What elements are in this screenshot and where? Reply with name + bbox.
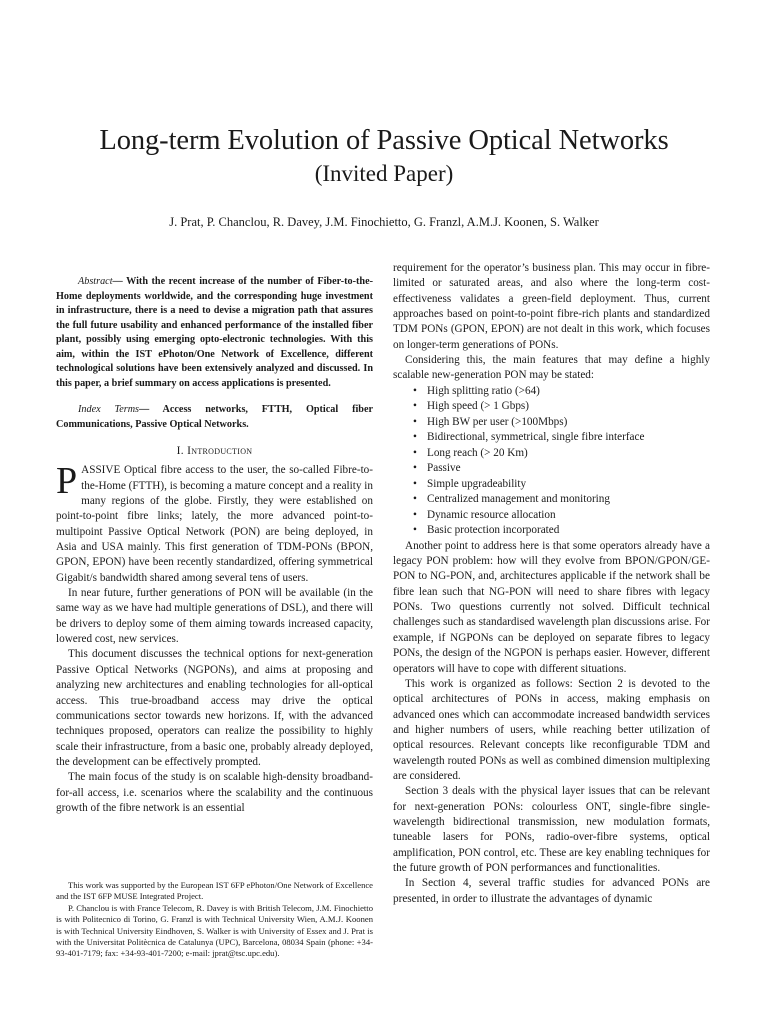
left-column bbox=[56, 275, 373, 816]
paper-subtitle: (Invited Paper) bbox=[314, 161, 454, 186]
abstract-text: With the recent increase of the number of Fiber-to-the-Home deployments worldwide, and the corresponding huge investment in infrastructure, there is a need to devise a migration path that assures the full future usability and enhanced performance of the installed fiber plant, possibly using emerging opto-electronic technologies. With this aim, within the IST ePhoton/One Network of Excellence, different technological solutions have been extensively analyzed and discussed. In this paper, a brief summary on access applications is presented. bbox=[56, 276, 373, 389]
abstract-label: Abstract bbox=[78, 276, 113, 287]
footnote bbox=[56, 880, 373, 960]
feature-item: • Long reach (> 20 Km) bbox=[427, 446, 710, 462]
right-paragraph-2: Considering this, the main features that may define a highly scalable new-generation PON may be stated: bbox=[393, 354, 710, 382]
feature-item: • Basic protection incorporated bbox=[427, 523, 710, 539]
section-number: I. bbox=[176, 445, 188, 457]
right-paragraph-5: Section 3 deals with the physical layer issues that can be relevant for next-generation PONs: colourless ONT, single-fibre single-wavelength bidirectional transmission, new modulation formats, tuneable lasers for PONs, radio-over-fibre systems, optical amplification, PON control, etc. These are key enabling techniques for the future growth of PON performances and functionalities. bbox=[393, 785, 710, 874]
feature-item: • Simple upgradeability bbox=[427, 477, 710, 493]
footnote-funding: This work was supported by the European IST 6FP ePhoton/One Network of Excellence and the IST 6FP MUSE Integrated Project. bbox=[56, 880, 373, 902]
intro-paragraph-2: In near future, further generations of PON will be available (in the same way as we have had multiple generations of DSL), and there will be drivers to deploy some of them aiming towards increased capacity, lowered cost, new services. bbox=[56, 587, 373, 646]
feature-item: • High speed (> 1 Gbps) bbox=[427, 399, 710, 415]
intro-paragraph-1 bbox=[56, 460, 373, 586]
drop-cap: P bbox=[56, 460, 78, 503]
index-terms-label: Index Terms bbox=[78, 404, 140, 415]
feature-item: • Bidirectional, symmetrical, single fibre interface bbox=[427, 430, 710, 446]
feature-item: • High BW per user (>100Mbps) bbox=[427, 415, 710, 431]
abstract-dash: — bbox=[112, 276, 127, 287]
right-paragraph-3: Another point to address here is that some operators already have a legacy PON problem: how will they evolve from BPON/GPON/GE-PON to NG-PON, and, architectures applicable if the network shall be fibre lean such that NG-PON will need to share fibres with legacy PONs. Two questions currently not solved. Difficult technical challenges such as standardised wavelength plan discussions arise. For example, if NGPONs can be deployed on separate fibres to legacy PONs, the design of the NGPON is perhaps easier. However, different operators will have to cope with different situations. bbox=[393, 539, 710, 675]
section-heading-introduction bbox=[56, 444, 373, 459]
feature-item: • Dynamic resource allocation bbox=[427, 508, 710, 524]
author-list: J. Prat, P. Chanclou, R. Davey, J.M. Finochietto, G. Franzl, A.M.J. Koonen, S. Walker bbox=[169, 215, 599, 229]
feature-item: • Passive bbox=[427, 461, 710, 477]
abstract bbox=[56, 275, 373, 391]
feature-item: • Centralized management and monitoring bbox=[427, 492, 710, 508]
feature-list bbox=[393, 384, 710, 539]
index-terms-text: Access networks, FTTH, Optical fiber Communications, Passive Optical Networks. bbox=[56, 404, 373, 430]
intro-paragraph-3: This document discusses the technical options for next-generation Passive Optical Networks (NGPONs), and aims at proposing and analyzing new architectures and enabling technologies for all-optical access. This true-broadband access may drive the optical communications sector towards new horizons. If, with the advanced techniques proposed, operators can realize the possibility to highly scale their infrastructure, from a basic one, probably already deployed, the development can be effectively prompted. bbox=[56, 648, 373, 768]
index-terms bbox=[56, 403, 373, 432]
footnote-affiliations: P. Chanclou is with France Telecom, R. Davey is with British Telecom, J.M. Finochietto is with Politecnico di Torino, G. Franzl is with Technical University Wien, A.M.J. Koonen is with Technical University Eindhoven, S. Walker is with University of Essex and J. Prat is with the Universitat Politècnica de Catalunya (UPC), Barcelona, 08034 Spain (phone: +34-93-401-7179; fax: +34-93-401-7200; e-mail: jprat@tsc.upc.edu). bbox=[56, 902, 373, 959]
feature-item: • High splitting ratio (>64) bbox=[427, 384, 710, 400]
right-column bbox=[393, 261, 710, 907]
index-terms-dash: — bbox=[139, 404, 163, 415]
section-title: Introduction bbox=[187, 445, 253, 457]
right-paragraph-6: In Section 4, several traffic studies for advanced PONs are presented, in order to illustrate the advantages of dynamic bbox=[393, 877, 710, 905]
intro-paragraph-4: The main focus of the study is on scalable high-density broadband-for-all access, i.e. scenarios where the scalability and the continuous growth of the fibre network is an essential bbox=[56, 771, 373, 814]
paper-title: Long-term Evolution of Passive Optical Networks bbox=[99, 125, 669, 156]
right-paragraph-4: This work is organized as follows: Section 2 is devoted to the optical architectures of PONs in access, making emphasis on advanced ones which can accommodate increased bandwidth services and higher numbers of users, while reaching better utilization of optical resources. Relevant concepts like reconfigurable TDM and wavelength routed PONs as well as combined dimension multiplexing are considered. bbox=[393, 677, 710, 782]
intro-paragraph-1-text: ASSIVE Optical fibre access to the user, the so-called Fibre-to-the-Home (FTTH), is becoming a mature concept and a reality in many regions of the globe. Firstly, they were established on point-to-point fibre links; lately, the more advanced point-to-multipoint Passive Optical Network (PON) are being deployed, in Asia and USA mainly. This first generation of TDM-PONs (BPON, GPON, EPON) have been recently standardized, offering symmetrical Gigabit/s bandwidth shared among several tens of users. bbox=[56, 464, 373, 584]
right-paragraph-1: requirement for the operator’s business plan. This may occur in fibre-limited or saturated areas, and also where the long-term cost-effectiveness validates a green-field deployment. Thus, current approaches based on point-to-point fibre-rich plants and standardized TDM PONs (GPON, EPON) are not dealt in this work, which focuses on longer-term generations of PONs. bbox=[393, 262, 710, 351]
